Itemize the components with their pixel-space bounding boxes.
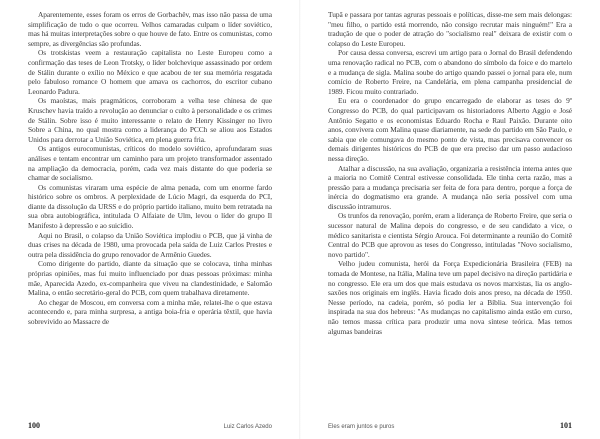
left-text-column (28, 10, 272, 327)
left-paragraph: Ao chegar de Moscou, em conversa com a minha mãe, relatei-lhe o que estava acontecendo e, para minha surpresa, a antiga boia-fria e operária têxtil, que havia sobrevivido ao Massacre de (28, 297, 272, 326)
right-paragraph: Eu era o coordenador do grupo encarregado de elaborar as teses do 9º Congresso do PCB, do qual participavam os historiadores Alberto Aggio e José Antônio Segatto e os economistas Eduardo Rocha e Raul Paixão. Durante oito anos, convivera com Malina quase diariamente, na sede do partido em São Paulo, e sabia que ele comungava do mesmo ponto de vista, mas precisava convencer os demais dirigentes históricos do PCB de que era preciso dar um passo audacioso nessa direção. (328, 96, 572, 163)
left-paragraph: Como dirigente do partido, diante da situação que se colocava, tinha minhas próprias opiniões, mas fui muito influenciado por duas pessoas próximas: minha mãe, Aparecida Azedo, ex-companheira que viveu na clandestinidade, e Salomão Malina, o então secretário-geral do PCB, com quem trabalhava diretamente. (28, 259, 272, 298)
right-text-column (328, 10, 572, 336)
left-paragraph: Os maoístas, mais pragmáticos, corroboram a velha tese chinesa de que Kruschev havia traído a revolução ao denunciar o culto à personalidade e os crimes de Stálin. Sobre isso é muito interessante o relato de Henry Kissinger no livro Sobre a China, no qual mostra como a liderança do PCCh se aliou aos Estados Unidos para derrotar a União Soviética, em plena guerra fria. (28, 96, 272, 144)
right-paragraph: Por causa dessa conversa, escrevi um artigo para o Jornal do Brasil defendendo uma renovação radical no PCB, com o abandono do símbolo da foice e do martelo e a mudança de sigla. Malina soube do artigo quando passei o jornal para ele, num comício de Roberto Freire, na Candelária, em plena campanha presidencial de 1989. Ficou muito contrariado. (328, 48, 572, 96)
right-paragraph: Velho judeu comunista, herói da Força Expedicionária Brasileira (FEB) na tomada de Montese, na Itália, Malina teve um papel decisivo na direção partidária e no congresso. Ele era um dos que mais estudava os novos marxistas, lia os anglo-saxões nos originais em inglês. Havia ficado dois anos preso, na década de 1950. Nesse período, na cadeia, porém, só podia ler a Bíblia. Sua intervenção foi inspirada na sua dos hebreus: "As mudanças no capitalismo ainda estão em curso, não temos massa crítica para produzir uma nova síntese teórica. Mas temos algumas bandeiras (328, 259, 572, 336)
left-page-number: 100 (28, 421, 40, 430)
left-paragraph: Aparentemente, esses foram os erros de Gorbachëv, mas isso não passa de uma simplificação de tudo o que ocorreu. Velhos camaradas culpam o líder soviético, mas há muitas interpretações sobre o que houve de fato. Entre os comunistas, como sempre, as divergências são profundas. (28, 10, 272, 48)
right-paragraph: Atalhar a discussão, na sua avaliação, organizaria a resistência interna antes que a maioria no Comitê Central estivesse consolidada. Ele tinha certa razão, mas a pressão para a mudança precisaria ser feita de fora para dentro, porque a força de inércia do dogmatismo era grande. A mudança não seria possível com uma discussão intramuros. (328, 163, 572, 211)
right-page (300, 0, 600, 439)
left-paragraph: Os trotskistas veem a restauração capitalista no Leste Europeu como a confirmação das teses de Leon Trotsky, o líder bolchevique assassinado por ordem de Stálin durante o exílio no México e que acabou de ter sua memória resgatada pelo fabuloso romance O homem que amava os cachorros, do escritor cubano Leonardo Padura. (28, 48, 272, 96)
right-page-number: 101 (560, 421, 572, 430)
left-paragraph: Aqui no Brasil, o colapso da União Soviética implodiu o PCB, que já vinha de duas crises na década de 1980, uma provocada pela saída de Luiz Carlos Prestes e outra pela dissidência do grupo renovador de Armênio Guedes. (28, 230, 272, 259)
left-running-head: Luiz Carlos Azedo (223, 424, 272, 430)
left-paragraph: Os antigos eurocomunistas, críticos do modelo soviético, aprofundaram suas análises e tentam encontrar um caminho para um projeto transformador assentado na ampliação da democracia, porém, cada vez mais distante do que poderia se chamar de socialismo. (28, 144, 272, 183)
left-paragraph: Os comunistas viraram uma espécie de alma penada, com um enorme fardo histórico sobre os ombros. A perplexidade de Lúcio Magri, da esquerda do PCI, diante da dissolução da URSS e do próprio partido italiano, muito bem retratada na sua obra autobiográfica, intitulada O Alfaiate de Ulm, levou o líder do grupo Il Manifesto à depressão e ao suicídio. (28, 182, 272, 231)
right-paragraph: Tupã e passara por tantas agruras pessoais e políticas, disse-me sem mais delongas: "meu filho, o partido está morrendo, não consigo recrutar mais ninguém!" Era a tradução de que o poder de atração do "socialismo real" deixara de existir com o colapso do Leste Europeu. (328, 10, 572, 48)
right-paragraph: Os trunfos da renovação, porém, eram a liderança de Roberto Freire, que seria o sucessor natural de Malina depois do congresso, e de seu candidato a vice, o médico sanitarista e cientista Sérgio Arouca. Foi determinante a reunião do Comitê Central do PCB que aprovou as teses do Congresso, intituladas "Novo socialismo, novo partido". (328, 211, 572, 259)
right-running-head: Eles eram juntos e puros (328, 424, 395, 430)
